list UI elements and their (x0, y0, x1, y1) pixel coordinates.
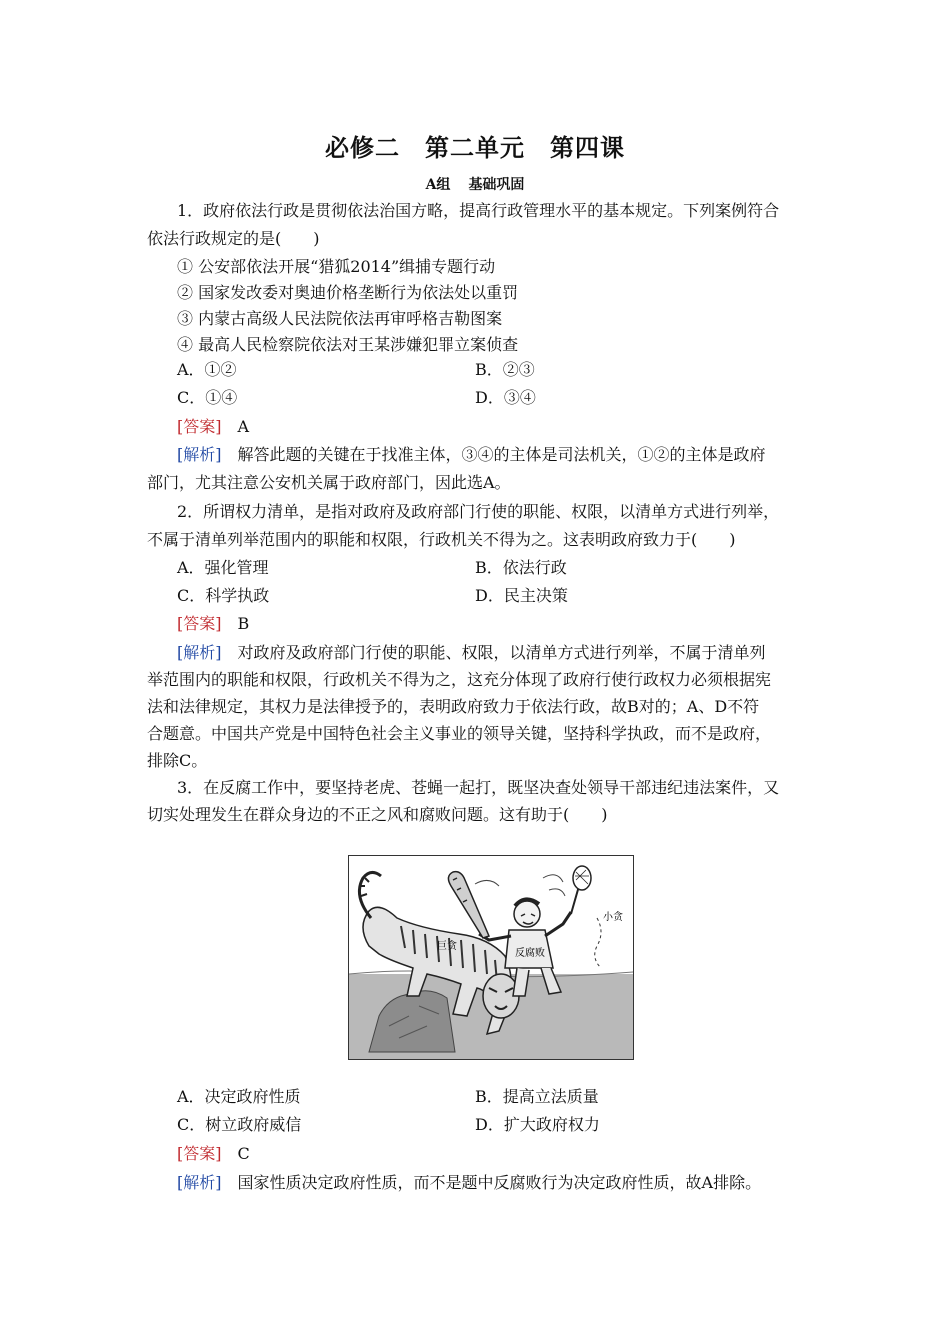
q1-answer (177, 414, 837, 440)
answer-value: B (237, 614, 250, 633)
group-heading (0, 174, 950, 194)
q2-analysis-line1 (177, 640, 807, 666)
analysis-text: 国家性质决定政府性质，而不是题中反腐败行为决定政府性质，故A排除。 (237, 1173, 762, 1192)
group-name: A组 (425, 177, 451, 193)
q1-item-3: ③ 内蒙古高级人民法院依法再审呼格吉勒图案 (177, 309, 503, 328)
q3-option-b: B．提高立法质量 (475, 1087, 599, 1106)
q2-analysis-line5: 排除C。 (147, 751, 208, 770)
fly-swatter-handle (571, 886, 579, 914)
q3-stem-line1: 3．在反腐工作中，要坚持老虎、苍蝇一起打，既坚决查处领导干部违纪违法案件，又 (177, 778, 780, 797)
q3-option-d: D．扩大政府权力 (475, 1115, 600, 1134)
answer-tag: [答案] (177, 417, 222, 436)
q2-analysis-line3: 法和法律规定，其权力是法律授予的，表明政府致力于依法行政，故B对的；A、D不符 (147, 697, 760, 716)
q1-item-2: ② 国家发改委对奥迪价格垄断行为依法处以重罚 (177, 283, 519, 302)
answer-value: A (237, 417, 250, 436)
cartoon-illustration (349, 856, 633, 1059)
q2-answer (177, 611, 837, 637)
man-label: 反腐败 (515, 948, 545, 959)
q2-option-d: D．民主决策 (475, 586, 568, 605)
analysis-text: 解答此题的关键在于找准主体，③④的主体是司法机关，①②的主体是政府 (237, 445, 766, 464)
q3-analysis-line1 (177, 1170, 807, 1196)
q2-option-a: A．强化管理 (177, 558, 269, 577)
q3-answer (177, 1141, 837, 1167)
q3-option-a: A．决定政府性质 (177, 1087, 301, 1106)
q3-stem-line2: 切实处理发生在群众身边的不正之风和腐败问题。这有助于( ) (147, 805, 608, 824)
answer-tag: [答案] (177, 614, 222, 633)
q1-analysis-line1 (177, 442, 807, 468)
q2-stem-line1: 2．所谓权力清单，是指对政府及政府部门行使的职能、权限，以清单方式进行列举， (177, 502, 780, 521)
analysis-tag: [解析] (177, 445, 222, 464)
page-title: 必修二 第二单元 第四课 (325, 133, 625, 162)
q1-option-a: A．①② (177, 360, 237, 379)
answer-tag: [答案] (177, 1144, 222, 1163)
q1-item-1: ① 公安部依法开展“猎狐2014”缉捕专题行动 (177, 257, 496, 276)
q2-option-c: C．科学执政 (177, 586, 270, 605)
q2-analysis-line4: 合题意。中国共产党是中国特色社会主义事业的领导关键，坚持科学执政，而不是政府， (147, 724, 772, 743)
analysis-tag: [解析] (177, 1173, 222, 1192)
q1-option-b: B．②③ (475, 360, 535, 379)
anti-corruption-cartoon (348, 855, 634, 1060)
q2-option-b: B．依法行政 (475, 558, 567, 577)
analysis-tag: [解析] (177, 643, 222, 662)
q3-option-c: C．树立政府威信 (177, 1115, 302, 1134)
q2-stem-line2: 不属于清单列举范围内的职能和权限，行政机关不得为之。这表明政府致力于( ) (147, 530, 736, 549)
fly-label: 小贪 (603, 912, 623, 923)
q1-stem-line2: 依法行政规定的是( ) (147, 229, 320, 248)
q1-analysis-line2: 部门，尤其注意公安机关属于政府部门，因此选A。 (147, 473, 511, 492)
answer-value: C (237, 1144, 250, 1163)
q2-analysis-line2: 举范围内的职能和权限，行政机关不得为之，这充分体现了政府行使行政权力必须根据宪 (147, 670, 772, 689)
fly-path (595, 918, 601, 968)
club-shape (448, 872, 489, 938)
q1-item-4: ④ 最高人民检察院依法对王某涉嫌犯罪立案侦查 (177, 335, 519, 354)
q1-stem-line1: 1．政府依法行政是贯彻依法治国方略，提高行政管理水平的基本规定。下列案例符合 (177, 201, 780, 220)
group-desc: 基础巩固 (468, 177, 525, 193)
tiger-label: 巨贪 (437, 941, 457, 952)
q1-option-d: D．③④ (475, 388, 536, 407)
analysis-text: 对政府及政府部门行使的职能、权限，以清单方式进行列举，不属于清单列 (237, 643, 766, 662)
q1-option-c: C．①④ (177, 388, 238, 407)
